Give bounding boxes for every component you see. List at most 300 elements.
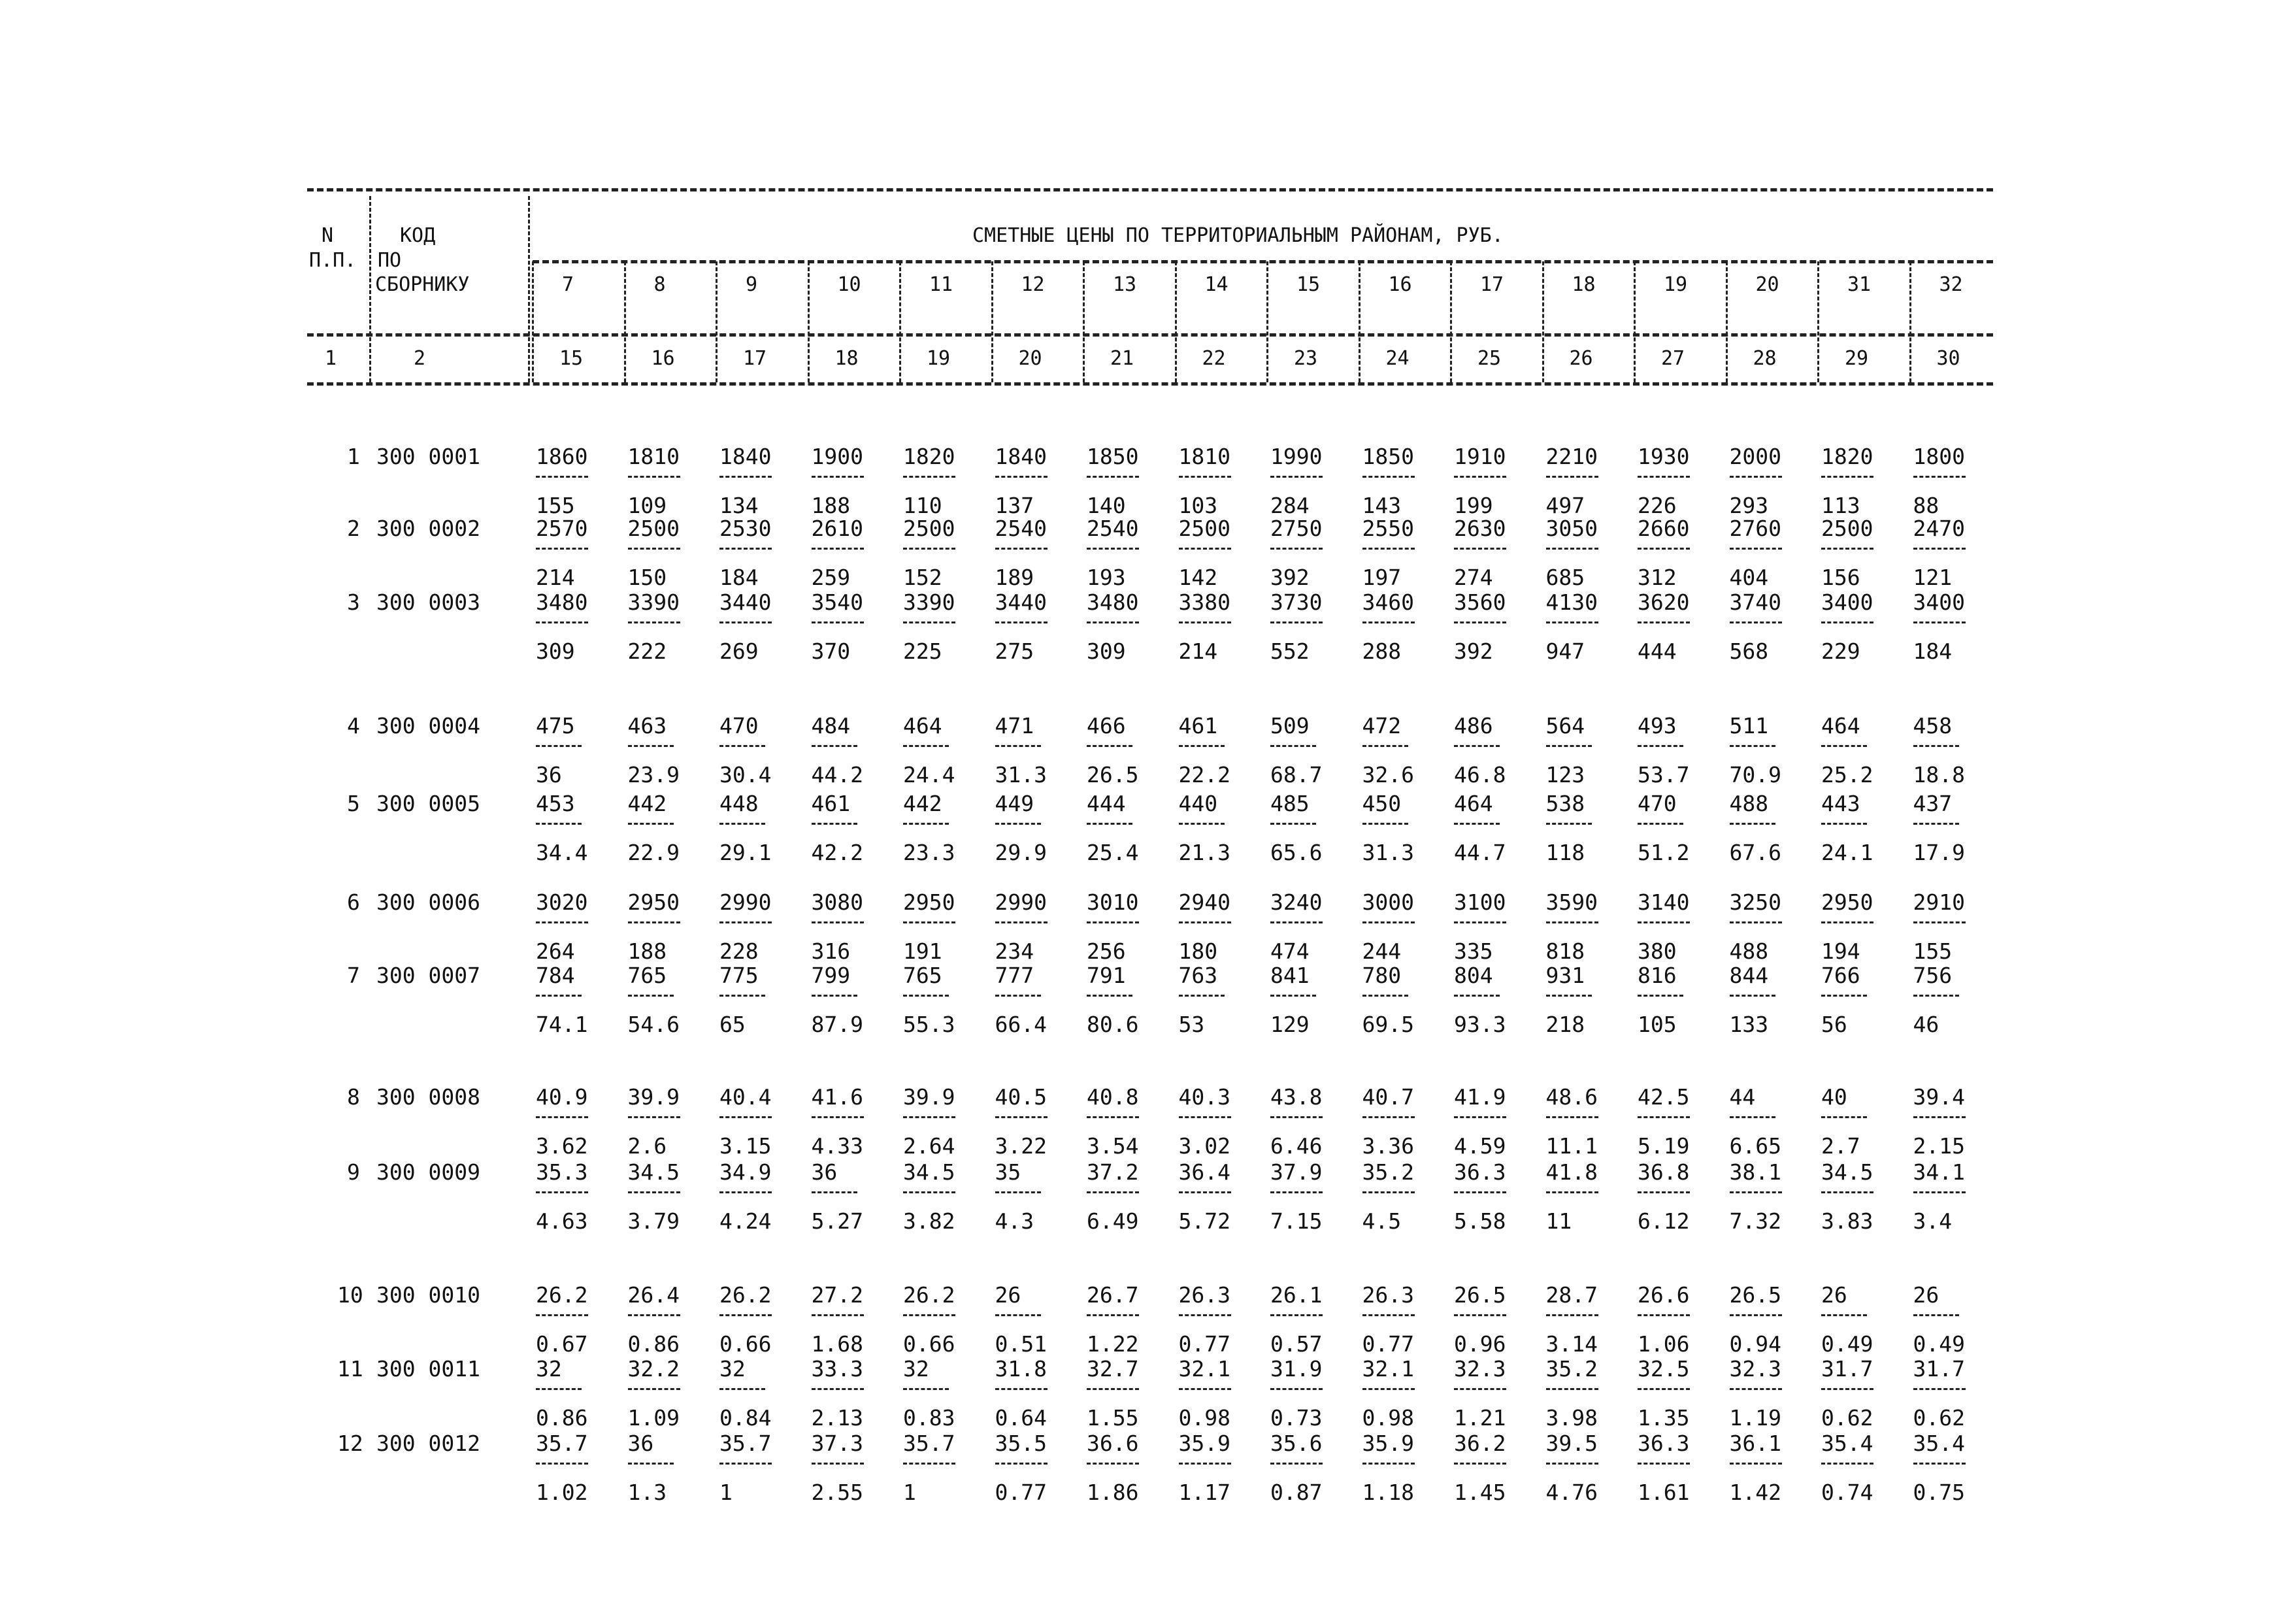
fraction-rule	[719, 1463, 772, 1465]
price-total: 26.2	[536, 1282, 588, 1308]
price-wage: 25.4	[1087, 840, 1139, 865]
price-wage: 2.15	[1913, 1133, 1965, 1159]
title-under-rule	[533, 260, 1993, 263]
price-total: 484	[811, 713, 851, 738]
fraction-rule	[1179, 548, 1231, 550]
row-code: 300 0005	[376, 791, 480, 816]
price-total: 2950	[903, 889, 955, 915]
fraction-rule	[1913, 476, 1966, 478]
district-col-sep	[532, 261, 534, 382]
price-wage: 2.64	[903, 1133, 955, 1159]
price-wage: 552	[1270, 638, 1310, 664]
price-total: 485	[1270, 791, 1310, 816]
price-total: 486	[1454, 713, 1493, 738]
price-wage: 3.98	[1545, 1405, 1598, 1431]
price-total: 1810	[627, 444, 680, 469]
fraction-rule	[995, 995, 1041, 997]
col-n-label: N	[322, 224, 334, 247]
fraction-rule	[536, 1463, 588, 1465]
price-wage: 67.6	[1729, 840, 1781, 865]
price-wage: 134	[719, 493, 759, 518]
price-total: 3590	[1545, 889, 1598, 915]
price-wage: 370	[811, 638, 851, 664]
price-total: 799	[811, 963, 851, 988]
price-total: 3730	[1270, 589, 1323, 615]
district-col-sep	[1359, 261, 1361, 382]
district-number: 9	[746, 273, 758, 296]
price-wage: 1.3	[627, 1480, 667, 1505]
price-total: 765	[627, 963, 667, 988]
price-total: 26.2	[719, 1282, 772, 1308]
price-wage: 6.65	[1729, 1133, 1781, 1159]
price-total: 34.5	[627, 1159, 680, 1185]
price-wage: 4.76	[1545, 1480, 1598, 1505]
column-index: 17	[743, 347, 767, 370]
price-wage: 156	[1821, 565, 1860, 590]
fraction-rule	[1270, 1463, 1323, 1465]
price-wage: 46.8	[1454, 762, 1506, 787]
fraction-rule	[1179, 621, 1231, 623]
fraction-rule	[536, 1388, 582, 1390]
price-total: 2550	[1362, 516, 1414, 541]
price-total: 32.2	[627, 1356, 680, 1382]
price-total: 3440	[719, 589, 772, 615]
fraction-rule	[1730, 476, 1782, 478]
price-wage: 80.6	[1087, 1012, 1139, 1037]
fraction-rule	[1913, 1116, 1966, 1118]
price-wage: 4.33	[811, 1133, 863, 1159]
fraction-rule	[903, 548, 955, 550]
price-wage: 234	[995, 938, 1034, 964]
fraction-rule	[903, 995, 949, 997]
fraction-rule	[719, 921, 772, 923]
price-wage: 228	[719, 938, 759, 964]
fraction-rule	[719, 1388, 765, 1390]
fraction-rule	[1087, 1116, 1139, 1118]
price-wage: 25.2	[1821, 762, 1873, 787]
fraction-rule	[812, 548, 864, 550]
price-wage: 32.6	[1362, 762, 1414, 787]
price-wage: 6.49	[1087, 1208, 1139, 1234]
price-total: 466	[1087, 713, 1126, 738]
price-total: 464	[1454, 791, 1493, 816]
price-wage: 0.98	[1362, 1405, 1414, 1431]
fraction-rule	[1546, 1116, 1598, 1118]
district-col-sep	[1175, 261, 1177, 382]
price-total: 2940	[1178, 889, 1230, 915]
price-wage: 3.15	[719, 1133, 772, 1159]
price-wage: 1	[903, 1480, 916, 1505]
fraction-rule	[1087, 995, 1132, 997]
fraction-rule	[1730, 1463, 1782, 1465]
price-total: 2500	[1821, 516, 1873, 541]
price-wage: 193	[1087, 565, 1126, 590]
price-wage: 0.49	[1821, 1331, 1873, 1357]
district-number: 16	[1388, 273, 1412, 296]
price-wage: 30.4	[719, 762, 772, 787]
price-wage: 404	[1729, 565, 1769, 590]
district-number: 12	[1021, 273, 1045, 296]
fraction-rule	[719, 1191, 772, 1193]
price-wage: 88	[1913, 493, 1939, 518]
price-wage: 4.3	[995, 1208, 1034, 1234]
fraction-rule	[1270, 1314, 1323, 1316]
col-sep-1	[369, 196, 371, 382]
price-total: 458	[1913, 713, 1953, 738]
fraction-rule	[995, 1463, 1048, 1465]
district-col-sep	[624, 261, 626, 382]
fraction-rule	[903, 1388, 949, 1390]
fraction-rule	[1454, 921, 1506, 923]
price-wage: 199	[1454, 493, 1493, 518]
fraction-rule	[1546, 1463, 1598, 1465]
price-total: 2610	[811, 516, 863, 541]
price-wage: 113	[1821, 493, 1860, 518]
price-wage: 140	[1087, 493, 1126, 518]
district-col-sep	[1817, 261, 1819, 382]
price-wage: 68.7	[1270, 762, 1323, 787]
price-total: 1930	[1638, 444, 1690, 469]
row-code: 300 0008	[376, 1084, 480, 1110]
fraction-rule	[1362, 995, 1408, 997]
price-total: 1820	[1821, 444, 1873, 469]
fraction-rule	[1913, 1463, 1966, 1465]
price-total: 1900	[811, 444, 863, 469]
district-number: 32	[1939, 273, 1963, 296]
fraction-rule	[628, 745, 674, 747]
column-index: 18	[834, 347, 859, 370]
price-total: 40.5	[995, 1084, 1047, 1110]
col-po-label: ПО	[378, 249, 402, 272]
price-wage: 23.3	[903, 840, 955, 865]
price-total: 931	[1545, 963, 1585, 988]
price-wage: 225	[903, 638, 942, 664]
price-total: 36.1	[1729, 1431, 1781, 1456]
fraction-rule	[536, 745, 582, 747]
price-total: 453	[536, 791, 575, 816]
price-total: 1840	[719, 444, 772, 469]
fraction-rule	[628, 995, 674, 997]
price-wage: 44.7	[1454, 840, 1506, 865]
price-total: 35.2	[1545, 1356, 1598, 1382]
fraction-rule	[1362, 745, 1408, 747]
fraction-rule	[1362, 1314, 1415, 1316]
price-wage: 288	[1362, 638, 1402, 664]
price-total: 35.3	[536, 1159, 588, 1185]
price-wage: 29.9	[995, 840, 1047, 865]
column-index: 22	[1202, 347, 1226, 370]
fraction-rule	[1179, 745, 1225, 747]
fraction-rule	[812, 621, 864, 623]
price-total: 36.4	[1178, 1159, 1230, 1185]
price-wage: 1.61	[1638, 1480, 1690, 1505]
price-total: 35.4	[1913, 1431, 1965, 1456]
fraction-rule	[1730, 621, 1782, 623]
price-total: 538	[1545, 791, 1585, 816]
price-total: 35.6	[1270, 1431, 1323, 1456]
fraction-rule	[719, 745, 765, 747]
price-total: 40.3	[1178, 1084, 1230, 1110]
fraction-rule	[536, 823, 582, 825]
price-total: 780	[1362, 963, 1402, 988]
price-wage: 3.62	[536, 1133, 588, 1159]
price-total: 449	[995, 791, 1034, 816]
fraction-rule	[1638, 1463, 1690, 1465]
price-wage: 155	[536, 493, 575, 518]
fraction-rule	[1821, 621, 1873, 623]
row-code: 300 0009	[376, 1159, 480, 1185]
price-total: 35.7	[536, 1431, 588, 1456]
fraction-rule	[1546, 1314, 1598, 1316]
district-col-sep	[899, 261, 901, 382]
price-wage: 5.58	[1454, 1208, 1506, 1234]
price-wage: 0.94	[1729, 1331, 1781, 1357]
price-total: 2500	[1178, 516, 1230, 541]
price-total: 766	[1821, 963, 1860, 988]
price-total: 4130	[1545, 589, 1598, 615]
price-wage: 0.51	[995, 1331, 1047, 1357]
price-total: 3560	[1454, 589, 1506, 615]
fraction-rule	[1087, 1388, 1139, 1390]
fraction-rule	[1454, 1116, 1506, 1118]
fraction-rule	[903, 1314, 955, 1316]
fraction-rule	[995, 745, 1041, 747]
price-wage: 133	[1729, 1012, 1769, 1037]
price-wage: 0.62	[1821, 1405, 1873, 1431]
price-wage: 1.35	[1638, 1405, 1690, 1431]
price-wage: 4.63	[536, 1208, 588, 1234]
fraction-rule	[1638, 1388, 1690, 1390]
price-total: 35.4	[1821, 1431, 1873, 1456]
fraction-rule	[1087, 745, 1132, 747]
price-wage: 0.86	[627, 1331, 680, 1357]
district-number: 7	[562, 273, 574, 296]
row-code: 300 0002	[376, 516, 480, 541]
price-wage: 23.9	[627, 762, 680, 787]
fraction-rule	[1638, 1191, 1690, 1193]
column-index: 30	[1936, 347, 1960, 370]
price-wage: 194	[1821, 938, 1860, 964]
price-total: 493	[1638, 713, 1677, 738]
fraction-rule	[1821, 1388, 1873, 1390]
price-total: 3740	[1729, 589, 1781, 615]
price-total: 3380	[1178, 589, 1230, 615]
fraction-rule	[1362, 1116, 1415, 1118]
fraction-rule	[628, 1191, 680, 1193]
price-total: 39.4	[1913, 1084, 1965, 1110]
fraction-rule	[903, 823, 949, 825]
price-total: 511	[1729, 713, 1769, 738]
fraction-rule	[1821, 745, 1867, 747]
price-total: 32.3	[1729, 1356, 1781, 1382]
price-total: 32.1	[1178, 1356, 1230, 1382]
fraction-rule	[1270, 921, 1323, 923]
price-wage: 685	[1545, 565, 1585, 590]
price-total: 32	[536, 1356, 562, 1382]
fraction-rule	[1270, 548, 1323, 550]
table-top-rule	[307, 188, 1993, 191]
row-number: 8	[347, 1084, 360, 1110]
price-wage: 222	[627, 638, 667, 664]
fraction-rule	[903, 476, 955, 478]
price-total: 40.8	[1087, 1084, 1139, 1110]
price-wage: 316	[811, 938, 851, 964]
price-wage: 2.7	[1821, 1133, 1860, 1159]
price-total: 35	[995, 1159, 1021, 1185]
price-total: 41.6	[811, 1084, 863, 1110]
fraction-rule	[1821, 1116, 1867, 1118]
price-total: 1910	[1454, 444, 1506, 469]
price-wage: 0.74	[1821, 1480, 1873, 1505]
row-number: 3	[347, 589, 360, 615]
fraction-rule	[719, 823, 765, 825]
fraction-rule	[628, 1314, 680, 1316]
price-wage: 0.98	[1178, 1405, 1230, 1431]
price-total: 444	[1087, 791, 1126, 816]
price-total: 26.2	[903, 1282, 955, 1308]
district-number: 17	[1480, 273, 1504, 296]
price-wage: 497	[1545, 493, 1585, 518]
price-wage: 0.84	[719, 1405, 772, 1431]
price-total: 26.5	[1729, 1282, 1781, 1308]
price-wage: 259	[811, 565, 851, 590]
fraction-rule	[1270, 476, 1323, 478]
price-total: 35.2	[1362, 1159, 1414, 1185]
price-total: 442	[903, 791, 942, 816]
fraction-rule	[995, 1314, 1041, 1316]
price-wage: 1.22	[1087, 1331, 1139, 1357]
price-wage: 69.5	[1362, 1012, 1414, 1037]
price-total: 26.1	[1270, 1282, 1323, 1308]
price-total: 42.5	[1638, 1084, 1690, 1110]
district-col-sep	[991, 261, 993, 382]
fraction-rule	[628, 1388, 680, 1390]
price-wage: 0.77	[1362, 1331, 1414, 1357]
price-total: 3390	[903, 589, 955, 615]
price-wage: 7.32	[1729, 1208, 1781, 1234]
price-total: 26.3	[1362, 1282, 1414, 1308]
price-total: 3020	[536, 889, 588, 915]
fraction-rule	[1821, 921, 1873, 923]
price-wage: 0.77	[995, 1480, 1047, 1505]
price-wage: 55.3	[903, 1012, 955, 1037]
price-wage: 218	[1545, 1012, 1585, 1037]
price-total: 3400	[1821, 589, 1873, 615]
price-total: 2950	[1821, 889, 1873, 915]
fraction-rule	[1179, 476, 1231, 478]
price-total: 32	[719, 1356, 746, 1382]
fraction-rule	[1546, 995, 1592, 997]
price-total: 1810	[1178, 444, 1230, 469]
price-total: 43.8	[1270, 1084, 1323, 1110]
price-total: 3240	[1270, 889, 1323, 915]
price-wage: 22.2	[1178, 762, 1230, 787]
district-col-sep	[1450, 261, 1452, 382]
price-total: 765	[903, 963, 942, 988]
price-wage: 1.19	[1729, 1405, 1781, 1431]
fraction-rule	[719, 621, 772, 623]
price-total: 36.6	[1087, 1431, 1139, 1456]
fraction-rule	[1179, 1314, 1231, 1316]
fraction-rule	[1087, 921, 1139, 923]
fraction-rule	[1362, 548, 1415, 550]
price-wage: 93.3	[1454, 1012, 1506, 1037]
fraction-rule	[1179, 921, 1231, 923]
price-total: 791	[1087, 963, 1126, 988]
district-col-sep	[1726, 261, 1728, 382]
price-total: 31.7	[1821, 1356, 1873, 1382]
row-code: 300 0010	[376, 1282, 480, 1308]
fraction-rule	[1730, 823, 1775, 825]
price-total: 34.5	[1821, 1159, 1873, 1185]
fraction-rule	[995, 1388, 1048, 1390]
price-total: 26.5	[1454, 1282, 1506, 1308]
price-wage: 36	[536, 762, 562, 787]
fraction-rule	[1546, 621, 1598, 623]
price-wage: 214	[536, 565, 575, 590]
price-total: 784	[536, 963, 575, 988]
price-total: 32	[903, 1356, 929, 1382]
price-total: 2530	[719, 516, 772, 541]
price-total: 2750	[1270, 516, 1323, 541]
price-total: 39.9	[903, 1084, 955, 1110]
price-wage: 18.8	[1913, 762, 1965, 787]
fraction-rule	[995, 823, 1041, 825]
fraction-rule	[995, 476, 1048, 478]
price-total: 40.4	[719, 1084, 772, 1110]
price-wage: 0.67	[536, 1331, 588, 1357]
price-wage: 191	[903, 938, 942, 964]
fraction-rule	[1179, 1116, 1231, 1118]
price-total: 3010	[1087, 889, 1139, 915]
column-index: 25	[1477, 347, 1502, 370]
price-total: 1860	[536, 444, 588, 469]
price-wage: 6.12	[1638, 1208, 1690, 1234]
fraction-rule	[1638, 745, 1683, 747]
price-total: 3540	[811, 589, 863, 615]
fraction-rule	[628, 1116, 680, 1118]
price-wage: 11	[1545, 1208, 1572, 1234]
price-wage: 244	[1362, 938, 1402, 964]
fraction-rule	[1362, 823, 1408, 825]
fraction-rule	[812, 1388, 864, 1390]
price-total: 463	[627, 713, 667, 738]
price-wage: 1.18	[1362, 1480, 1414, 1505]
price-total: 31.8	[995, 1356, 1047, 1382]
price-wage: 87.9	[811, 1012, 863, 1037]
fraction-rule	[1913, 1191, 1966, 1193]
fraction-rule	[1546, 921, 1598, 923]
price-total: 26	[1821, 1282, 1847, 1308]
fraction-rule	[903, 1191, 955, 1193]
column-index: 29	[1845, 347, 1869, 370]
price-wage: 3.22	[995, 1133, 1047, 1159]
price-wage: 21.3	[1178, 840, 1230, 865]
price-total: 2540	[1087, 516, 1139, 541]
district-number: 11	[929, 273, 953, 296]
row-number: 11	[337, 1356, 363, 1382]
fraction-rule	[1546, 1388, 1598, 1390]
price-total: 41.9	[1454, 1084, 1506, 1110]
price-wage: 3.54	[1087, 1133, 1139, 1159]
price-wage: 109	[627, 493, 667, 518]
fraction-rule	[1821, 823, 1867, 825]
column-index: 26	[1569, 347, 1593, 370]
fraction-rule	[1821, 1463, 1873, 1465]
price-total: 470	[719, 713, 759, 738]
fraction-rule	[1454, 621, 1506, 623]
row-code: 300 0012	[376, 1431, 480, 1456]
